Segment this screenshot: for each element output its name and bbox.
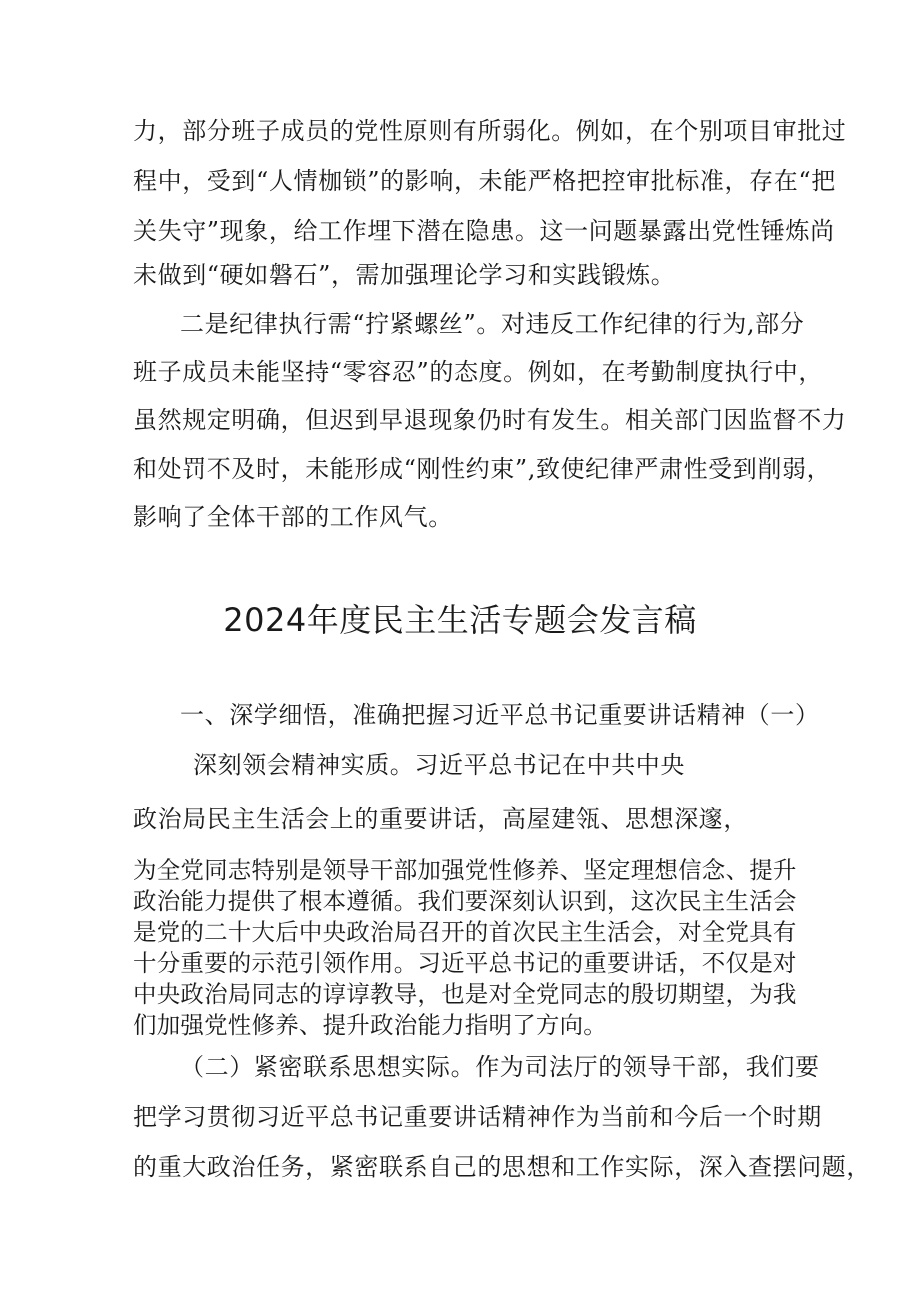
paragraph-line: 中央政治局同志的谆谆教导，也是对全党同志的殷切期望，为我 [133, 980, 797, 1008]
paragraph-line: 未做到“硬如磐石”，需加强理论学习和实践锻炼。 [133, 261, 676, 289]
paragraph-line: 政治局民主生活会上的重要讲话，高屋建瓴、思想深邃， [133, 805, 748, 833]
paragraph-line: （二）紧密联系思想实际。作为司法厅的领导干部，我们要 [180, 1053, 820, 1081]
paragraph-line: 二是纪律执行需“拧紧螺丝”。对违反工作纪律的行为,部分 [180, 310, 805, 338]
paragraph-line: 班子成员未能坚持“零容忍”的态度。例如，在考勤制度执行中， [133, 358, 823, 386]
section-heading: 一、深学细悟，准确把握习近平总书记重要讲话精神（一） [180, 701, 820, 729]
paragraph-line: 的重大政治任务，紧密联系自己的思想和工作实际，深入查摆问题， [133, 1153, 871, 1181]
paragraph-line: 把学习贯彻习近平总书记重要讲话精神作为当前和今后一个时期 [133, 1103, 822, 1131]
paragraph-line: 们加强党性修养、提升政治能力指明了方向。 [133, 1011, 607, 1039]
paragraph-line: 影响了全体干部的工作风气。 [133, 503, 453, 531]
paragraph-line: 十分重要的示范引领作用。习近平总书记的重要讲话，不仅是对 [133, 949, 797, 977]
paragraph-line: 是党的二十大后中央政治局召开的首次民主生活会，对全党具有 [133, 918, 797, 946]
document-title: 2024年度民主生活专题会发言稿 [223, 601, 697, 639]
paragraph-line: 和处罚不及时，未能形成“刚性约束”,致使纪律严肃性受到削弱， [133, 455, 832, 483]
paragraph-line: 为全党同志特别是领导干部加强党性修养、坚定理想信念、提升 [133, 856, 797, 884]
paragraph-line: 力，部分班子成员的党性原则有所弱化。例如，在个别项目审批过 [133, 117, 847, 145]
paragraph-line: 虽然规定明确，但迟到早退现象仍时有发生。相关部门因监督不力 [133, 406, 847, 434]
paragraph-line: 程中，受到“人情枷锁”的影响，未能严格把控审批标准，存在“把 [133, 167, 836, 195]
paragraph-line: 关失守”现象，给工作埋下潜在隐患。这一问题暴露出党性锤炼尚 [133, 217, 835, 245]
section-subheading: 深刻领会精神实质。习近平总书记在中共中央 [193, 751, 685, 779]
paragraph-line: 政治能力提供了根本遵循。我们要深刻认识到，这次民主生活会 [133, 887, 797, 915]
